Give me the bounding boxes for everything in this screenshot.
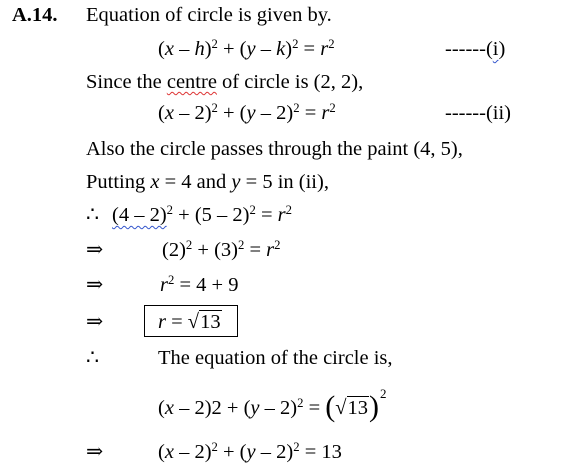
eq-text: ( — [158, 441, 165, 463]
outer-exponent: 2 — [380, 386, 387, 401]
var-x: x — [164, 102, 174, 124]
radius-result — [158, 310, 222, 334]
eq-text: ( — [158, 102, 165, 124]
var-r: r — [266, 239, 275, 261]
exponent: 2 — [297, 396, 304, 411]
implies-symbol: ⇒ — [86, 239, 104, 261]
eq-text: = — [244, 239, 267, 261]
exponent: 2 — [167, 273, 175, 288]
eq-text: + ( — [217, 38, 247, 60]
tag-text: i — [492, 38, 499, 60]
var-y: y — [231, 171, 241, 193]
var-r: r — [321, 102, 330, 124]
exponent: 2 — [211, 101, 218, 116]
radicand: 13 — [347, 397, 369, 419]
implies-symbol: ⇒ — [86, 441, 104, 463]
var-x: x — [150, 171, 160, 193]
equation-intro: The equation of the circle is, — [158, 347, 393, 369]
tag-text: ------( — [445, 38, 493, 60]
big-paren-right: ) — [369, 390, 380, 423]
var-y: y — [246, 441, 256, 463]
putting-statement — [86, 170, 329, 194]
equation-general — [158, 37, 335, 61]
var-r: r — [320, 38, 329, 60]
exponent: 2 — [292, 37, 299, 52]
eq-text: = — [298, 38, 321, 60]
eq-text: = — [165, 311, 188, 333]
var-x: x — [164, 38, 174, 60]
eq-text: + (3) — [192, 239, 238, 261]
eq-text: ) — [204, 38, 212, 60]
var-h: h — [194, 38, 205, 60]
eq-text: = — [299, 102, 322, 124]
eq-text: ( — [158, 397, 165, 419]
eq-text: (4 – 2) — [112, 204, 167, 226]
tag-text: ) — [498, 38, 506, 60]
var-y: y — [250, 397, 260, 419]
therefore-symbol: ∴ — [86, 347, 100, 369]
exponent: 2 — [185, 238, 193, 253]
var-r: r — [160, 274, 168, 296]
eq-text: – 2) — [259, 397, 298, 419]
eq-text: – 2) — [255, 441, 294, 463]
text: Since the — [86, 71, 167, 93]
exponent: 2 — [293, 101, 300, 116]
eq-text: – 2) — [173, 441, 212, 463]
var-x: x — [164, 397, 174, 419]
eq-text: = — [255, 204, 278, 226]
eq-text: = — [303, 397, 326, 419]
var-y: y — [246, 102, 256, 124]
exponent: 2 — [166, 203, 174, 218]
equation-circle-sqrt — [158, 386, 387, 423]
intro-text: Equation of circle is given by. — [86, 4, 332, 26]
eq-text: – — [255, 38, 277, 60]
exponent: 2 — [293, 440, 300, 455]
equation-tag-ii: ------(ii) — [445, 102, 512, 124]
eq-text: (2) — [162, 239, 186, 261]
var-r: r — [277, 204, 286, 226]
eq-text: = 13 — [299, 441, 342, 463]
substitution-equation — [112, 203, 292, 227]
question-number: A.14. — [12, 4, 58, 26]
var-k: k — [276, 38, 286, 60]
exponent: 2 — [274, 238, 281, 253]
sqrt-icon: √ — [335, 397, 347, 419]
passes-statement: Also the circle passes through the paint (4, 5), — [86, 138, 463, 160]
var-y: y — [246, 38, 256, 60]
eq-text: – — [173, 38, 195, 60]
step-squares — [162, 238, 281, 262]
implies-symbol: ⇒ — [86, 274, 104, 296]
equation-tag-i — [445, 37, 505, 61]
text: = 5 in (ii), — [240, 171, 329, 193]
implies-symbol: ⇒ — [86, 311, 104, 333]
exponent: 2 — [237, 238, 245, 253]
radicand: 13 — [200, 311, 221, 333]
text: of circle is (2, 2), — [216, 71, 364, 93]
eq-text: – 2) — [173, 102, 212, 124]
therefore-symbol: ∴ — [86, 204, 100, 226]
text: Putting — [86, 171, 151, 193]
exponent: 2 — [328, 37, 335, 52]
eq-text: = 4 + 9 — [174, 274, 239, 296]
eq-text: – 2) — [255, 102, 294, 124]
eq-text: – 2)2 + ( — [173, 397, 251, 419]
eq-text: ) — [285, 38, 293, 60]
var-r: r — [158, 311, 166, 333]
text: = 4 and — [159, 171, 232, 193]
final-equation — [158, 440, 342, 464]
exponent: 2 — [329, 101, 336, 116]
spell-flagged-word: centre — [166, 71, 217, 93]
sqrt-icon: √ — [187, 311, 200, 333]
big-paren-left: ( — [325, 390, 336, 423]
var-x: x — [164, 441, 174, 463]
eq-text: + ( — [217, 441, 247, 463]
eq-text: ( — [158, 38, 165, 60]
centre-statement — [86, 70, 363, 94]
eq-text: + (5 – 2) — [173, 204, 250, 226]
exponent: 2 — [249, 203, 256, 218]
equation-centre — [158, 101, 336, 125]
exponent: 2 — [211, 37, 218, 52]
exponent: 2 — [285, 203, 292, 218]
step-sum — [160, 273, 238, 297]
exponent: 2 — [211, 440, 218, 455]
eq-text: + ( — [217, 102, 247, 124]
